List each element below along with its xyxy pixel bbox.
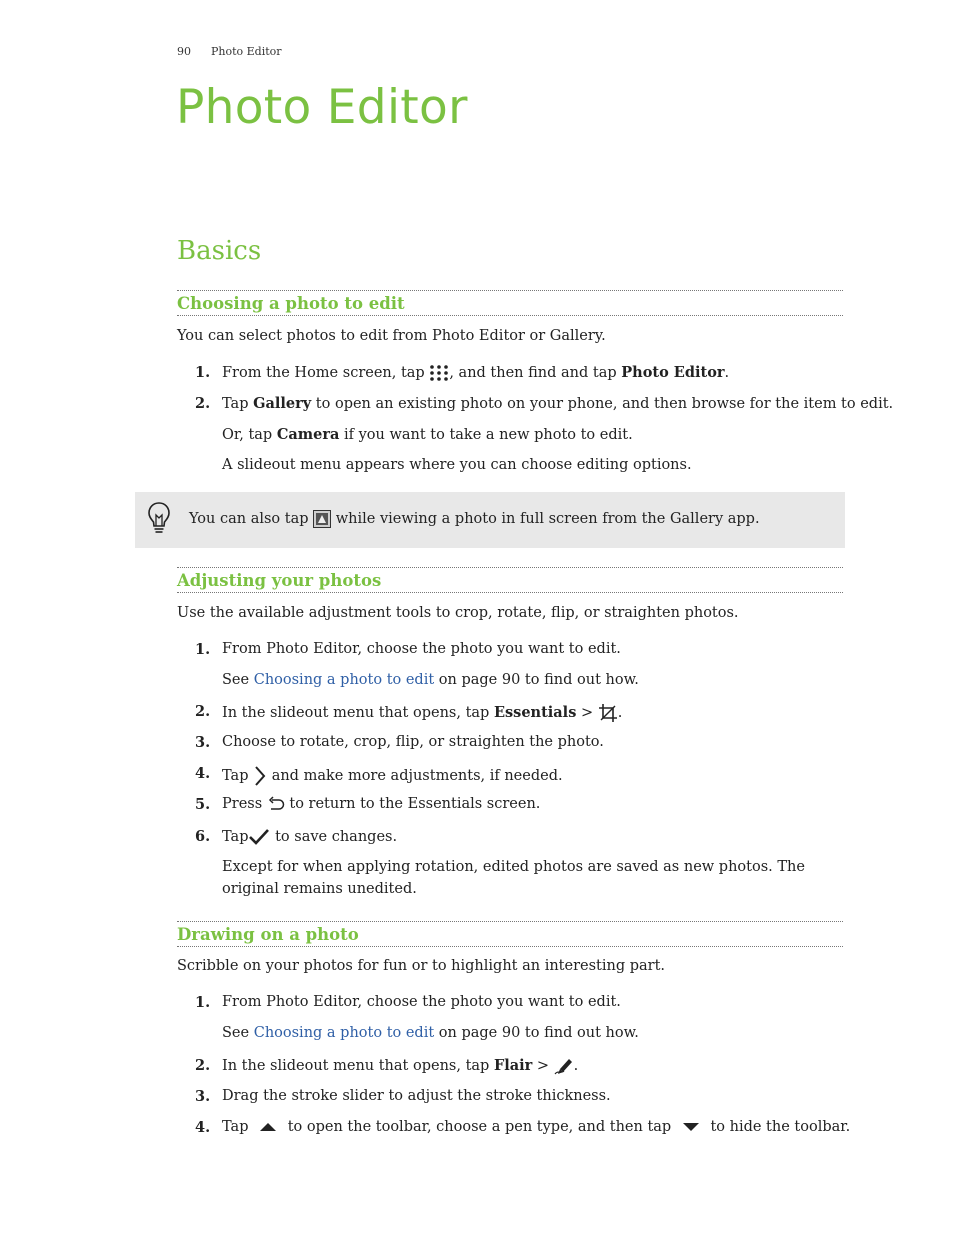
drawing-step-4: Tap to open the toolbar, choose a pen type, and then tap to hide the toolbar. [222, 1119, 851, 1135]
step-number: 3. [195, 1088, 211, 1105]
running-title: Photo Editor [211, 45, 282, 58]
choosing-step-2-alt: Or, tap Camera if you want to take a new photo to edit. [222, 426, 633, 443]
drawing-intro: Scribble on your photos for fun or to highlight an interesting part. [177, 958, 666, 974]
page-header [177, 45, 282, 58]
page-number: 90 [177, 45, 191, 58]
drawing-step-1: From Photo Editor, choose the photo you want to edit. [222, 994, 621, 1010]
tip-text: You can also tap while viewing a photo in full screen from the Gallery app. [189, 511, 760, 527]
step-number: 2. [195, 395, 211, 412]
step-number: 5. [195, 796, 211, 813]
step-number: 4. [195, 1119, 211, 1136]
step-number: 1. [195, 364, 211, 381]
checkmark-icon [248, 828, 270, 846]
apps-grid-icon [429, 364, 449, 382]
adjusting-step-5: Press to return to the Essentials screen. [222, 796, 541, 812]
choosing-intro: You can select photos to edit from Photo Editor or Gallery. [177, 328, 606, 344]
link-choosing-photo[interactable]: Choosing a photo to edit [253, 1025, 435, 1041]
triangle-down-icon [682, 1122, 700, 1132]
adjusting-intro: Use the available adjustment tools to crop, rotate, flip, or straighten photos. [177, 605, 739, 621]
step-number: 2. [195, 703, 211, 720]
adjusting-step-1: From Photo Editor, choose the photo you want to edit. [222, 641, 621, 657]
adjusting-step-4: Tap and make more adjustments, if needed. [222, 765, 563, 787]
step-number: 1. [195, 994, 211, 1011]
adjusting-step-1-see: See Choosing a photo to edit on page 90 to find out how. [222, 672, 639, 688]
adjusting-step-3: Choose to rotate, crop, flip, or straighten the photo. [222, 734, 604, 750]
subheading-choosing: Choosing a photo to edit [177, 290, 843, 316]
chevron-right-icon [253, 765, 267, 787]
back-arrow-icon [267, 796, 285, 812]
drawing-step-2: In the slideout menu that opens, tap Flair > . [222, 1057, 579, 1074]
step-number: 4. [195, 765, 211, 782]
lightbulb-icon [147, 501, 171, 535]
pen-icon [554, 1057, 574, 1075]
subheading-adjusting: Adjusting your photos [177, 567, 843, 593]
step-number: 2. [195, 1057, 211, 1074]
link-choosing-photo[interactable]: Choosing a photo to edit [253, 672, 435, 688]
choosing-step-2-note: A slideout menu appears where you can choose editing options. [222, 457, 692, 473]
step-number: 1. [195, 641, 211, 658]
triangle-up-icon [259, 1122, 277, 1132]
adjusting-step-2: In the slideout menu that opens, tap Essentials > . [222, 704, 623, 721]
step-number: 3. [195, 734, 211, 751]
drawing-step-3: Drag the stroke slider to adjust the stroke thickness. [222, 1088, 611, 1104]
section-title: Basics [177, 236, 262, 266]
subheading-drawing: Drawing on a photo [177, 921, 843, 947]
adjusting-step-6: Tap to save changes. [222, 829, 398, 845]
drawing-step-1-see: See Choosing a photo to edit on page 90 to find out how. [222, 1025, 639, 1041]
adjusting-step-6-note: Except for when applying rotation, edited photos are saved as new photos. The original remains unedited. [222, 859, 805, 897]
crop-icon [598, 703, 618, 723]
chapter-title: Photo Editor [176, 80, 468, 135]
choosing-step-2: Tap Gallery to open an existing photo on your phone, and then browse for the item to edit. [222, 395, 894, 412]
choosing-step-1: From the Home screen, tap , and then find and tap Photo Editor. [222, 364, 730, 381]
photo-editor-app-icon [313, 510, 331, 528]
step-number: 6. [195, 828, 211, 845]
